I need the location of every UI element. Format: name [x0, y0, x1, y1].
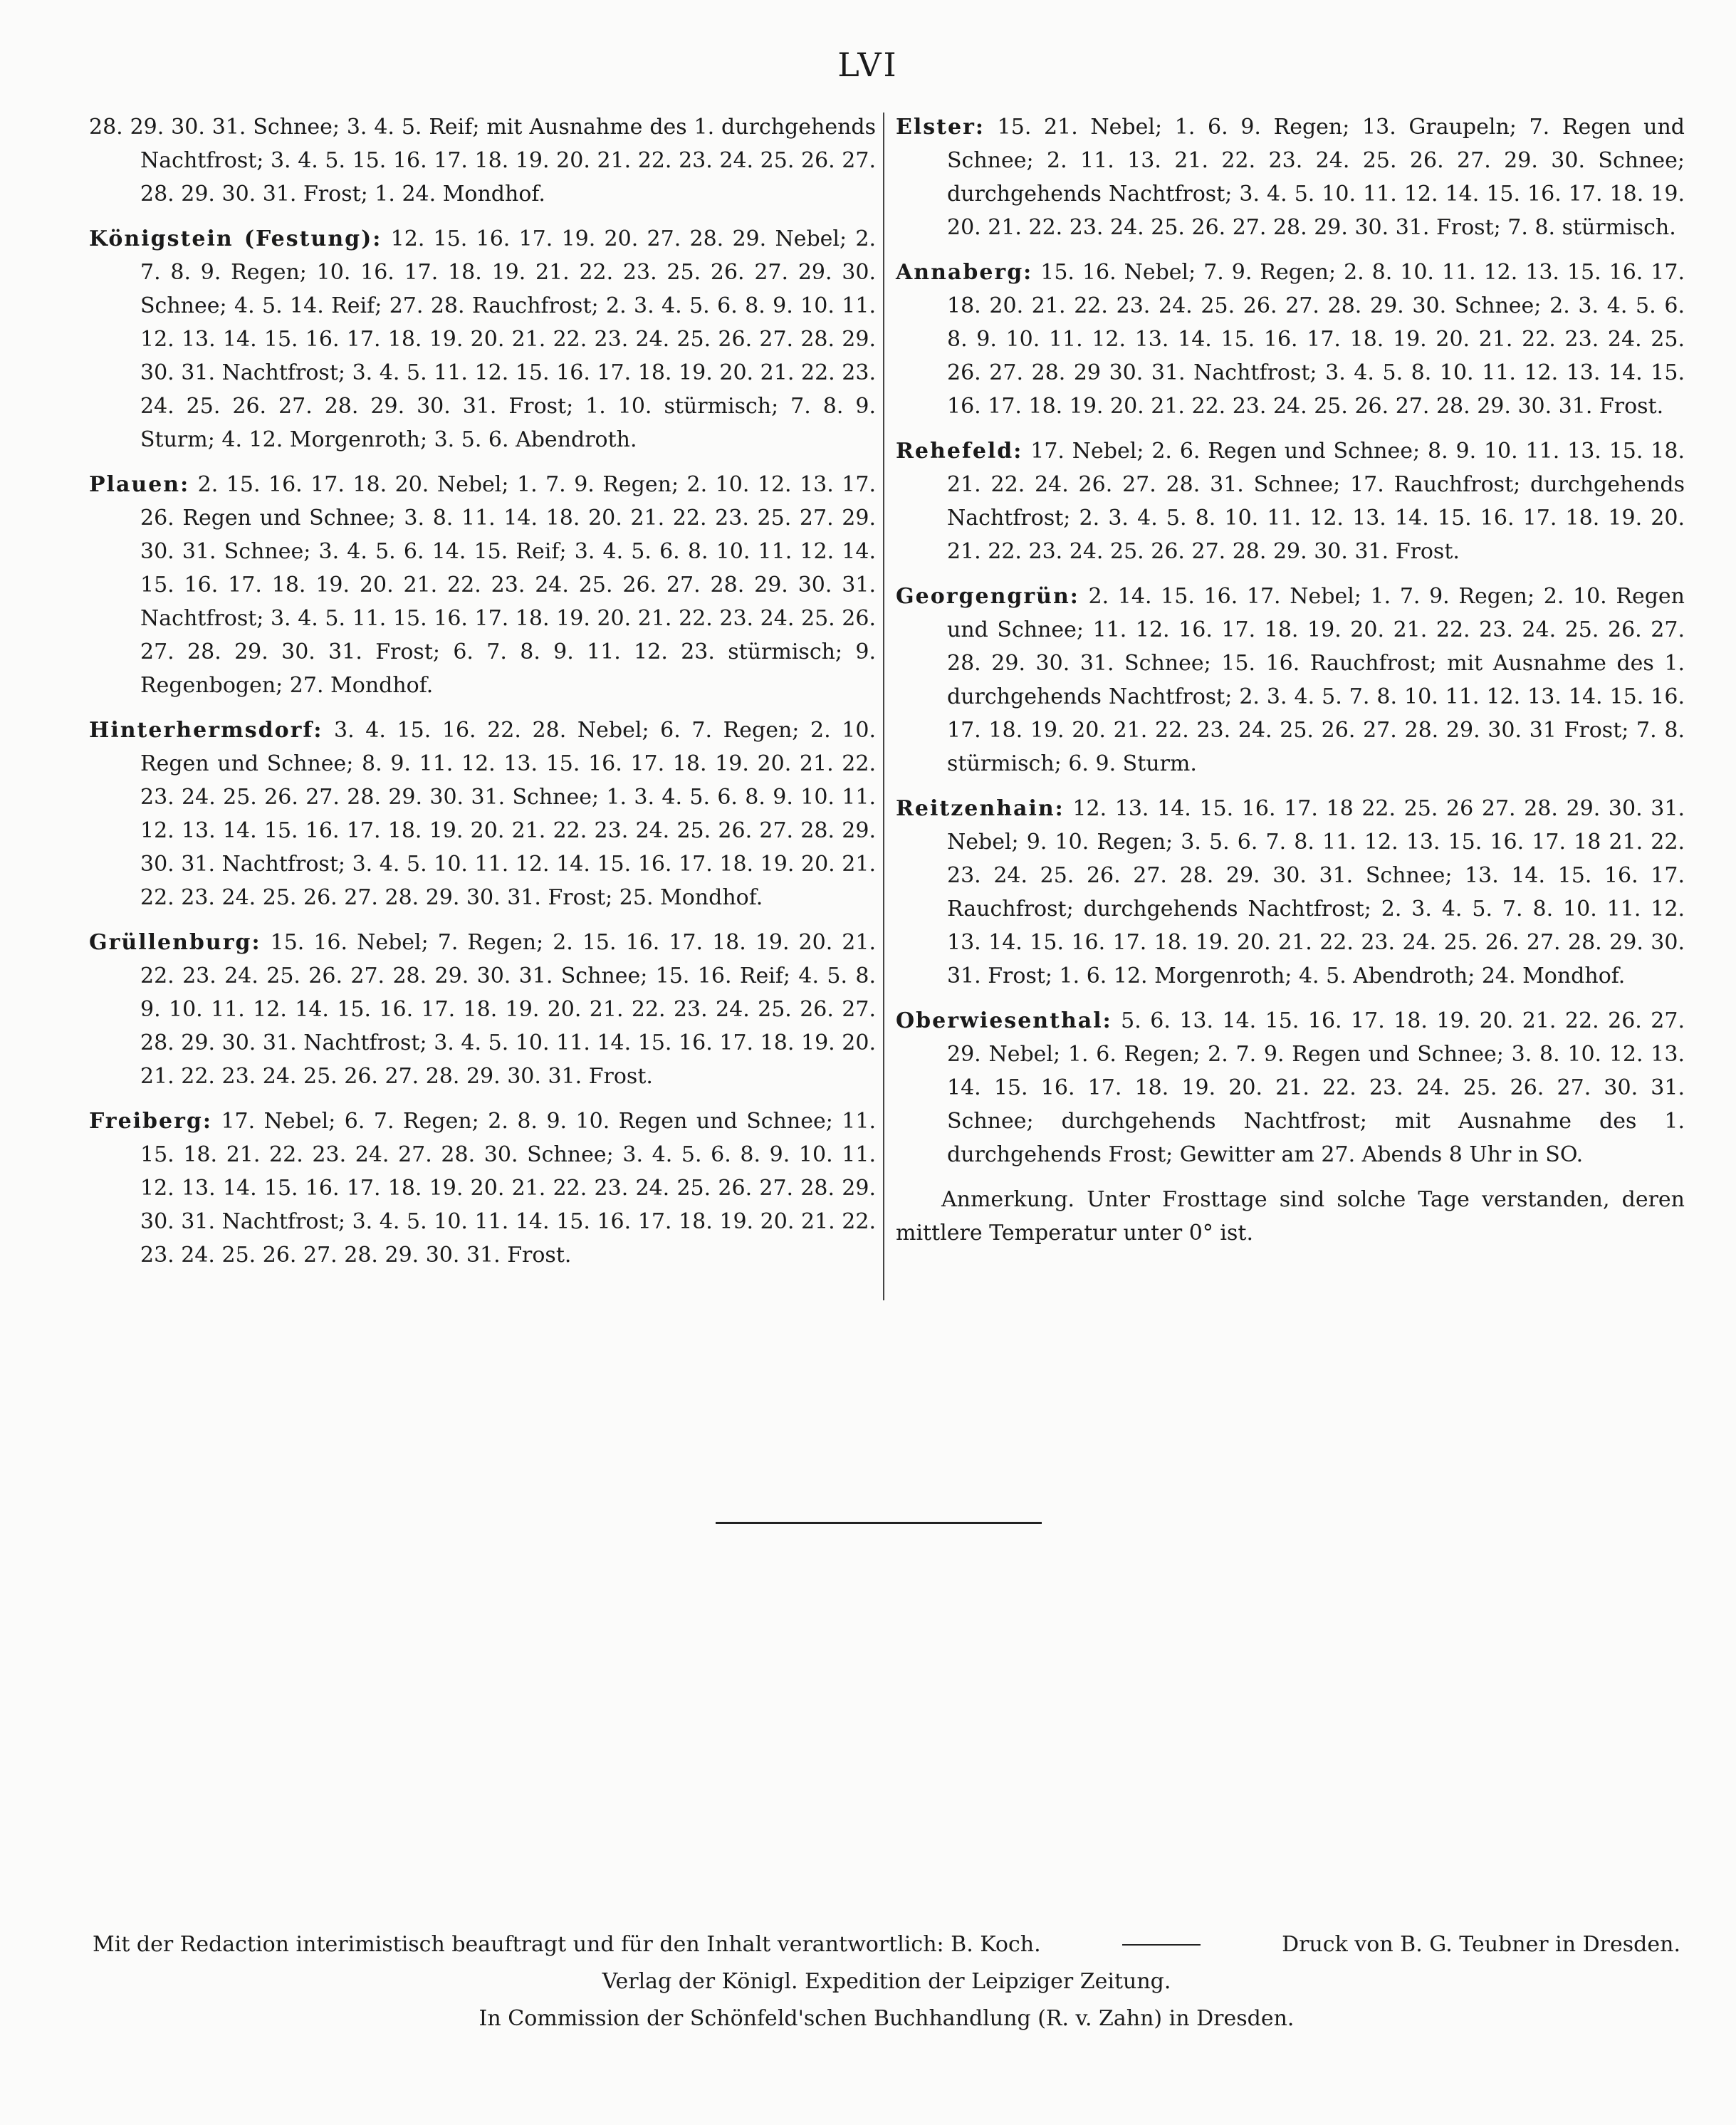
entry-text: 15. 21. Nebel; 1. 6. 9. Regen; 13. Graupeln; 7. Regen und Schnee; 2. 11. 13. 21. 22. 23. 24. 25. 26. 27. 29. 30. Schnee; durchgehends Nachtfrost; 3. 4. 5. 10. 11. 12. 14. 15. 16. 17. 18. 19. 20. 21. 22. 23. 24. 25. 26. 27. 28. 29. 30. 31. Frost; 7. 8. stürmisch. — [947, 115, 1685, 240]
weather-entry — [896, 792, 1685, 993]
entry-text: 28. 29. 30. 31. Schnee; 3. 4. 5. Reif; mit Ausnahme des 1. durchgehends Nachtfrost; 3. 4. 5. 15. 16. 17. 18. 19. 20. 21. 22. 23. 24. 25. 26. 27. 28. 29. 30. 31. Frost; 1. 24. Mondhof. — [89, 115, 876, 207]
station-name: Georgengrün: — [896, 584, 1079, 609]
section-rule — [716, 1522, 1042, 1524]
weather-entry — [89, 1105, 876, 1272]
entry-text: 12. 13. 14. 15. 16. 17. 18 22. 25. 26 27. 28. 29. 30. 31. Nebel; 9. 10. Regen; 3. 5. 6. 7. 8. 11. 12. 13. 15. 16. 17. 18 21. 22. 23. 24. 25. 26. 27. 28. 29. 30. 31. Schnee; 13. 14. 15. 16. 17. Rauchfrost; durchgehends Nachtfrost; 2. 3. 4. 5. 7. 8. 10. 11. 12. 13. 14. 15. 16. 17. 18. 19. 20. 21. 22. 23. 24. 25. 26. 27. 28. 29. 30. 31. Frost; 1. 6. 12. Morgenroth; 4. 5. Abendroth; 24. Mondhof. — [947, 796, 1685, 988]
station-name: Rehefeld: — [896, 439, 1023, 464]
printer-credit: Druck von B. G. Teubner in Dresden. — [1282, 1932, 1680, 1957]
weather-entry — [89, 110, 876, 211]
entry-text: 17. Nebel; 6. 7. Regen; 2. 8. 9. 10. Regen und Schnee; 11. 15. 18. 21. 22. 23. 24. 27. 28. 30. Schnee; 3. 4. 5. 6. 8. 9. 10. 11. 12. 13. 14. 15. 16. 17. 18. 19. 20. 21. 22. 23. 24. 25. 26. 27. 28. 29. 30. 31. Nachtfrost; 3. 4. 5. 10. 11. 14. 15. 16. 17. 18. 19. 20. 21. 22. 23. 24. 25. 26. 27. 28. 29. 30. 31. Frost. — [140, 1109, 876, 1268]
imprint-line-1 — [93, 1926, 1680, 1963]
station-name: Elster: — [896, 115, 985, 140]
weather-entry — [896, 110, 1685, 244]
weather-entry — [89, 714, 876, 914]
weather-entry — [896, 580, 1685, 780]
editor-credit: Mit der Redaction interimistisch beauftragt und für den Inhalt verantwortlich: B. Koch. — [93, 1932, 1041, 1957]
weather-entry — [896, 1004, 1685, 1171]
weather-entry — [89, 468, 876, 702]
weather-entry — [89, 926, 876, 1093]
entry-text: 15. 16. Nebel; 7. Regen; 2. 15. 16. 17. 18. 19. 20. 21. 22. 23. 24. 25. 26. 27. 28. 29. 30. 31. Schnee; 15. 16. Reif; 4. 5. 8. 9. 10. 11. 12. 14. 15. 16. 17. 18. 19. 20. 21. 22. 23. 24. 25. 26. 27. 28. 29. 30. 31. Nachtfrost; 3. 4. 5. 10. 11. 14. 15. 16. 17. 18. 19. 20. 21. 22. 23. 24. 25. 26. 27. 28. 29. 30. 31. Frost. — [140, 930, 876, 1089]
entry-text: 3. 4. 15. 16. 22. 28. Nebel; 6. 7. Regen; 2. 10. Regen und Schnee; 8. 9. 11. 12. 13. 15. 16. 17. 18. 19. 20. 21. 22. 23. 24. 25. 26. 27. 28. 29. 30. 31. Schnee; 1. 3. 4. 5. 6. 8. 9. 10. 11. 12. 13. 14. 15. 16. 17. 18. 19. 20. 21. 22. 23. 24. 25. 26. 27. 28. 29. 30. 31. Nachtfrost; 3. 4. 5. 10. 11. 12. 14. 15. 16. 17. 18. 19. 20. 21. 22. 23. 24. 25. 26. 27. 28. 29. 30. 31. Frost; 25. Mondhof. — [140, 718, 876, 910]
station-name: Oberwiesenthal: — [896, 1008, 1112, 1033]
entry-text: 17. Nebel; 2. 6. Regen und Schnee; 8. 9. 10. 11. 13. 15. 18. 21. 22. 24. 26. 27. 28. 31. Schnee; 17. Rauchfrost; durchgehends Nachtfrost; 2. 3. 4. 5. 8. 10. 11. 12. 13. 14. 15. 16. 17. 18. 19. 20. 21. 22. 23. 24. 25. 26. 27. 28. 29. 30. 31. Frost. — [947, 439, 1685, 564]
page-number: LVI — [837, 46, 899, 84]
entry-text: 5. 6. 13. 14. 15. 16. 17. 18. 19. 20. 21. 22. 26. 27. 29. Nebel; 1. 6. Regen; 2. 7. 9. Regen und Schnee; 3. 8. 10. 12. 13. 14. 15. 16. 17. 18. 19. 20. 21. 22. 23. 24. 25. 26. 27. 30. 31. Schnee; durchgehends Nachtfrost; mit Ausnahme des 1. durchgehends Frost; Gewitter am 27. Abends 8 Uhr in SO. — [947, 1008, 1685, 1167]
station-name: Grüllenburg: — [89, 930, 261, 955]
station-name: Freiberg: — [89, 1109, 212, 1134]
right-column — [896, 110, 1685, 1271]
station-name: Hinterhermsdorf: — [89, 718, 323, 743]
station-name: Reitzenhain: — [896, 796, 1065, 821]
station-name: Königstein (Festung): — [89, 226, 382, 251]
imprint-dash — [1122, 1944, 1201, 1946]
entry-text: 2. 15. 16. 17. 18. 20. Nebel; 1. 7. 9. Regen; 2. 10. 12. 13. 17. 26. Regen und Schnee; 3. 8. 11. 14. 18. 20. 21. 22. 23. 25. 27. 29. 30. 31. Schnee; 3. 4. 5. 6. 14. 15. Reif; 3. 4. 5. 6. 8. 10. 11. 12. 14. 15. 16. 17. 18. 19. 20. 21. 22. 23. 24. 25. 26. 27. 28. 29. 30. 31. Nachtfrost; 3. 4. 5. 11. 15. 16. 17. 18. 19. 20. 21. 22. 23. 24. 25. 26. 27. 28. 29. 30. 31. Frost; 6. 7. 8. 9. 11. 12. 23. stürmisch; 9. Regenbogen; 27. Mondhof. — [140, 472, 876, 698]
station-name: Plauen: — [89, 472, 190, 497]
publisher-line: Verlag der Königl. Expedition der Leipziger Zeitung. — [602, 1969, 1171, 1994]
weather-entry — [89, 222, 876, 456]
weather-entry — [896, 256, 1685, 423]
entry-text: 12. 15. 16. 17. 19. 20. 27. 28. 29. Nebel; 2. 7. 8. 9. Regen; 10. 16. 17. 18. 19. 21. 22. 23. 25. 26. 27. 29. 30. Schnee; 4. 5. 14. Reif; 27. 28. Rauchfrost; 2. 3. 4. 5. 6. 8. 9. 10. 11. 12. 13. 14. 15. 16. 17. 18. 19. 20. 21. 22. 23. 24. 25. 26. 27. 28. 29. 30. 31. Nachtfrost; 3. 4. 5. 11. 12. 15. 16. 17. 18. 19. 20. 21. 22. 23. 24. 25. 26. 27. 28. 29. 30. 31. Frost; 1. 10. stürmisch; 7. 8. 9. Sturm; 4. 12. Morgenroth; 3. 5. 6. Abendroth. — [140, 226, 876, 452]
imprint-footer — [93, 1926, 1680, 2037]
footnote-remark: Anmerkung. Unter Frosttage sind solche Tage verstanden, deren mittlere Temperatur unter 0° ist. — [896, 1187, 1685, 1246]
station-name: Annaberg: — [896, 260, 1033, 285]
column-divider — [883, 113, 884, 1300]
entry-text: 15. 16. Nebel; 7. 9. Regen; 2. 8. 10. 11. 12. 13. 15. 16. 17. 18. 20. 21. 22. 23. 24. 25. 26. 27. 28. 29. 30. Schnee; 2. 3. 4. 5. 6. 8. 9. 10. 11. 12. 13. 14. 15. 16. 17. 18. 19. 20. 21. 22. 23. 24. 25. 26. 27. 28. 29 30. 31. Nachtfrost; 3. 4. 5. 8. 10. 11. 12. 13. 14. 15. 16. 17. 18. 19. 20. 21. 22. 23. 24. 25. 26. 27. 28. 29. 30. 31. Frost. — [947, 260, 1685, 419]
left-column — [89, 110, 876, 1283]
entry-text: 2. 14. 15. 16. 17. Nebel; 1. 7. 9. Regen; 2. 10. Regen und Schnee; 11. 12. 16. 17. 18. 19. 20. 21. 22. 23. 24. 25. 26. 27. 28. 29. 30. 31. Schnee; 15. 16. Rauchfrost; mit Ausnahme des 1. durchgehends Nachtfrost; 2. 3. 4. 5. 7. 8. 10. 11. 12. 13. 14. 15. 16. 17. 18. 19. 20. 21. 22. 23. 24. 25. 26. 27. 28. 29. 30. 31 Frost; 7. 8. stürmisch; 6. 9. Sturm. — [947, 584, 1685, 776]
commission-line: In Commission der Schönfeld'schen Buchhandlung (R. v. Zahn) in Dresden. — [479, 2006, 1295, 2031]
weather-entry — [896, 434, 1685, 568]
